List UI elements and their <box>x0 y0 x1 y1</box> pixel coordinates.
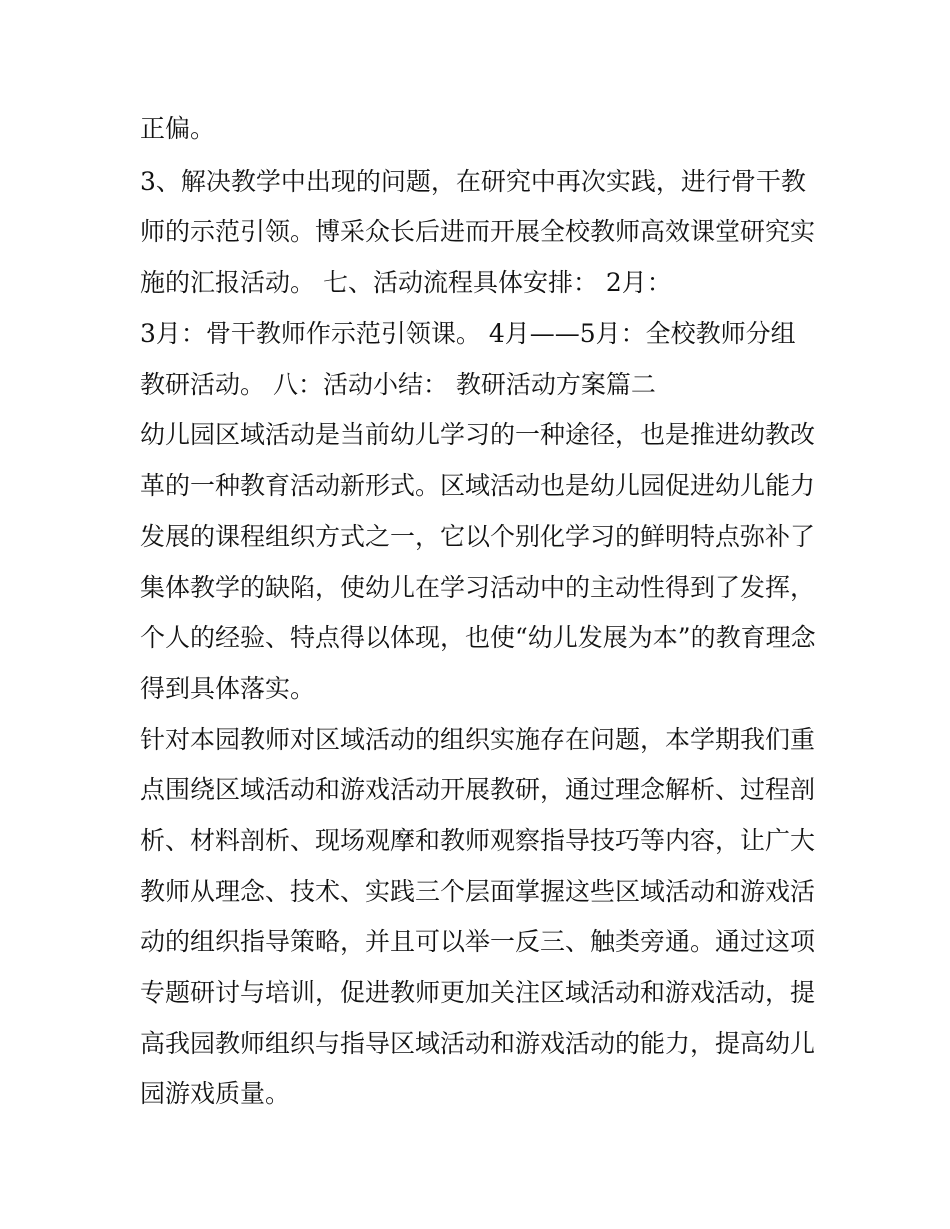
text-line: 高我园教师组织与指导区域活动和游戏活动的能力，提高幼儿 <box>140 1029 816 1058</box>
text-line: 专题研讨与培训，促进教师更加关注区域活动和游戏活动，提 <box>140 978 816 1007</box>
text-line: 针对本园教师对区域活动的组织实施存在问题，本学期我们重 <box>140 725 816 754</box>
text-line: 3、解决教学中出现的问题，在研究中再次实践，进行骨干教 <box>140 167 806 196</box>
text-line: 个人的经验、特点得以体现，也使“幼儿发展为本”的教育理念 <box>140 623 816 652</box>
text-line: 园游戏质量。 <box>140 1079 291 1108</box>
text-line: 集体教学的缺陷，使幼儿在学习活动中的主动性得到了发挥， <box>140 573 816 602</box>
text-line: 施的汇报活动。 七、活动流程具体安排： 2月： <box>140 268 672 297</box>
text-line: 得到具体落实。 <box>140 674 316 703</box>
text-line: 教师从理念、技术、实践三个层面掌握这些区域活动和游戏活 <box>140 877 816 906</box>
text-line: 3月：骨干教师作示范引领课。 4月——5月：全校教师分组 <box>140 319 796 348</box>
text-line: 发展的课程组织方式之一，它以个别化学习的鲜明特点弥补了 <box>140 522 816 551</box>
text-line: 革的一种教育活动新形式。区域活动也是幼儿园促进幼儿能力 <box>140 471 816 500</box>
text-line: 动的组织指导策略，并且可以举一反三、触类旁通。通过这项 <box>140 927 816 956</box>
text-line: 幼儿园区域活动是当前幼儿学习的一种途径，也是推进幼教改 <box>140 420 816 449</box>
text-line: 正偏。 <box>140 114 216 143</box>
text-line: 点围绕区域活动和游戏活动开展教研，通过理念解析、过程剖 <box>140 775 816 804</box>
text-line: 师的示范引领。博采众长后进而开展全校教师高效课堂研究实 <box>140 217 816 246</box>
text-line: 析、材料剖析、现场观摩和教师观察指导技巧等内容，让广大 <box>140 826 816 855</box>
text-line: 教研活动。 八：活动小结： 教研活动方案篇二 <box>140 370 656 399</box>
